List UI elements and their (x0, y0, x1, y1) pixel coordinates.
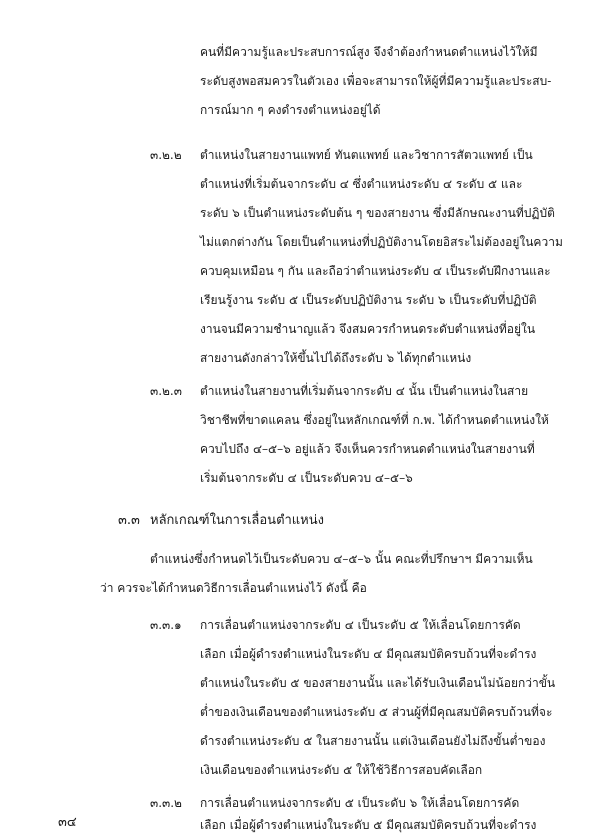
intro-line-3: การณ์มาก ๆ คงดำรงตำแหน่งอยู่ได้ (200, 103, 381, 117)
section-3-2-3-line-2: วิชาชีพที่ขาดแคลน ซึ่งอยู่ในหลักเกณฑ์ที่ ก.พ. ได้กำหนดตำแหน่งให้ (200, 413, 549, 427)
subsection-3-3-1-line-1: การเลื่อนตำแหน่งจากระดับ ๔ เป็นระดับ ๕ ให้เลื่อนโดยการคัด (200, 618, 521, 632)
subsection-3-3-1-line-4: ต่ำของเงินเดือนของตำแหน่งระดับ ๕ ส่วนผู้ที่มีคุณสมบัติครบถ้วนที่จะ (200, 705, 553, 719)
subsection-3-3-1-line-5: ดำรงตำแหน่งระดับ ๕ ในสายงานนั้น แต่เงินเดือนยังไม่ถึงขั้นต่ำของ (200, 734, 546, 748)
section-3-2-2-line-3: ระดับ ๖ เป็นตำแหน่งระดับต้น ๆ ของสายงาน ซึ่งมีลักษณะงานที่ปฏิบัติ (200, 206, 555, 220)
section-number-3-2-3: ๓.๒.๓ (150, 384, 182, 398)
subsection-3-3-1-line-6: เงินเดือนของตำแหน่งระดับ ๕ ให้ใช้วิธีการสอบคัดเลือก (200, 763, 483, 777)
intro-line-1: คนที่มีความรู้และประสบการณ์สูง จึงจำต้องกำหนดตำแหน่งไว้ให้มี (200, 45, 538, 59)
subsection-3-3-1-line-3: ตำแหน่งในระดับ ๕ ของสายงานนั้น และได้รับเงินเดือนไม่น้อยกว่าขั้น (200, 676, 556, 690)
section-3-2-2-line-8: สายงานดังกล่าวให้ขึ้นไปได้ถึงระดับ ๖ ได้ทุกตำแหน่ง (200, 351, 472, 365)
paragraph-line-1: ตำแหน่งซึ่งกำหนดไว้เป็นระดับควบ ๔–๕–๖ นั้น คณะที่ปรึกษาฯ มีความเห็น (150, 552, 533, 566)
heading-number-3-3: ๓.๓ (118, 513, 140, 528)
subsection-3-3-2-line-2: เลือก เมื่อผู้ดำรงตำแหน่งในระดับ ๕ มีคุณสมบัติครบถ้วนที่จะดำรง (200, 818, 537, 832)
subsection-3-3-1-line-2: เลือก เมื่อผู้ดำรงตำแหน่งในระดับ ๔ มีคุณสมบัติครบถ้วนที่จะดำรง (200, 647, 537, 661)
section-3-2-3-line-3: ควบไปถึง ๔–๕–๖ อยู่แล้ว จึงเห็นควรกำหนดตำแหน่งในสายงานที่ (200, 442, 535, 456)
subsection-number-3-3-2: ๓.๓.๒ (150, 796, 182, 810)
page-number: ๓๔ (58, 815, 77, 830)
intro-line-2: ระดับสูงพอสมควรในตัวเอง เพื่อจะสามารถให้ผู้ที่มีความรู้และประสบ- (200, 74, 552, 88)
subsection-3-3-2-line-1: การเลื่อนตำแหน่งจากระดับ ๕ เป็นระดับ ๖ ให้เลื่อนโดยการคัด (200, 796, 520, 810)
section-3-2-2-line-7: งานจนมีความชำนาญแล้ว จึงสมควรกำหนดระดับตำแหน่งที่อยู่ใน (200, 322, 536, 336)
section-number-3-2-2: ๓.๒.๒ (150, 148, 182, 162)
section-3-2-2-line-2: ตำแหน่งที่เริ่มต้นจากระดับ ๔ ซึ่งตำแหน่งระดับ ๔ ระดับ ๕ และ (200, 177, 523, 191)
section-3-2-2-line-5: ควบคุมเหมือน ๆ กัน และถือว่าตำแหน่งระดับ ๔ เป็นระดับฝึกงานและ (200, 264, 551, 278)
section-3-2-3-line-4: เริ่มต้นจากระดับ ๔ เป็นระดับควบ ๔–๕–๖ (200, 471, 413, 485)
section-3-2-2-line-1: ตำแหน่งในสายงานแพทย์ ทันตแพทย์ และวิชาการสัตวแพทย์ เป็น (200, 148, 533, 162)
section-3-2-2-line-6: เรียนรู้งาน ระดับ ๕ เป็นระดับปฏิบัติงาน ระดับ ๖ เป็นระดับที่ปฏิบัติ (200, 293, 537, 307)
subsection-number-3-3-1: ๓.๓.๑ (150, 618, 182, 632)
paragraph-line-2: ว่า ควรจะได้กำหนดวิธีการเลื่อนตำแหน่งไว้ ดังนี้ คือ (100, 581, 367, 595)
heading-title: หลักเกณฑ์ในการเลื่อนตำแหน่ง (150, 513, 324, 528)
section-3-2-3-line-1: ตำแหน่งในสายงานที่เริ่มต้นจากระดับ ๔ นั้น เป็นตำแหน่งในสาย (200, 384, 529, 398)
section-3-2-2-line-4: ไม่แตกต่างกัน โดยเป็นตำแหน่งที่ปฏิบัติงานโดยอิสระไม่ต้องอยู่ในความ (200, 235, 563, 249)
